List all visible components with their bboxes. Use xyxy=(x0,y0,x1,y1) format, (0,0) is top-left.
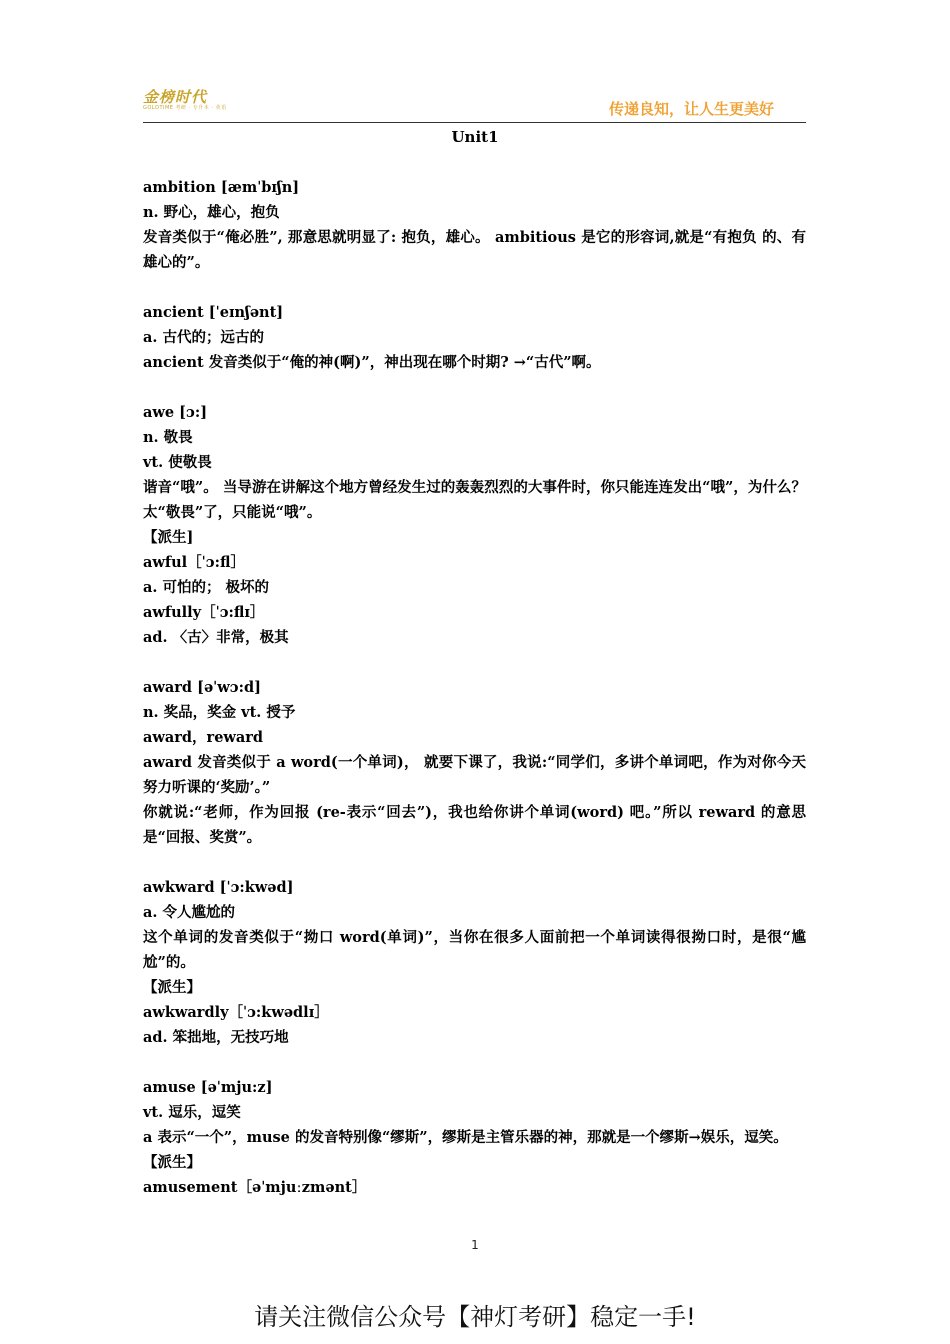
entry-headword: awkward [ˈɔ:kwəd] xyxy=(143,879,294,896)
entry-mnemonic: 这个单词的发音类似于“拗口 word(单词)”，当你在很多人面前把一个单词读得很拗口时，是很“尴尬”的。 xyxy=(143,929,806,971)
entry-mnemonic: award 发音类似于 a word(一个单词)， 就要下课了，我说:“同学们，多讲个单词吧，作为对你今天努力听课的‘奖励’。” xyxy=(143,754,806,796)
derived-word: awfully［ˈɔ:flɪ］ xyxy=(143,604,265,621)
entry-headword: ambition [æmˈbɪʃn] xyxy=(143,179,300,196)
entry-definition: vt. 逗乐，逗笑 xyxy=(143,1104,241,1121)
derivation-heading: 【派生】 xyxy=(143,1154,201,1171)
entry-definition: n. 野心，雄心，抱负 xyxy=(143,204,280,221)
logo-subtext: GOLDTIME 考研 · 专升本 · 英语 xyxy=(143,105,227,111)
entry-headword: ancient [ˈeɪnʃənt] xyxy=(143,304,284,321)
vocab-entry xyxy=(143,400,806,650)
entry-definition: vt. 使敬畏 xyxy=(143,454,212,471)
page-number: 1 xyxy=(471,1238,479,1252)
entry-headword: award [əˈwɔ:d] xyxy=(143,679,261,696)
entry-headword: awe [ɔ:] xyxy=(143,404,208,421)
derived-definition: ad. 〈古〉非常，极其 xyxy=(143,629,289,646)
entry-definition: n. 敬畏 xyxy=(143,429,193,446)
logo-text: 金榜时代 xyxy=(143,88,208,106)
vocab-entry xyxy=(143,675,806,850)
entry-mnemonic: a 表示“一个”，muse 的发音特别像“缪斯”，缪斯是主管乐器的神，那就是一个缪斯→娱乐，逗笑。 xyxy=(143,1129,788,1146)
derived-definition: a. 可怕的； 极坏的 xyxy=(143,579,270,596)
entry-comparison: award，reward xyxy=(143,729,264,746)
header-divider xyxy=(143,122,806,123)
company-logo xyxy=(143,86,225,112)
derived-definition: ad. 笨拙地，无技巧地 xyxy=(143,1029,289,1046)
footer-note: 请关注微信公众号【神灯考研】稳定一手! xyxy=(254,1303,696,1331)
derived-word: amusement［əˈmjuːzmənt］ xyxy=(143,1179,367,1196)
vocab-entry xyxy=(143,300,806,375)
entry-definition: n. 奖品，奖金 vt. 授予 xyxy=(143,704,296,721)
entry-definition: a. 令人尴尬的 xyxy=(143,904,235,921)
page-title: Unit1 xyxy=(451,128,499,146)
entry-mnemonic: 你就说:“老师，作为回报 (re-表示“回去”)，我也给你讲个单词(word) 吧。”所以 reward 的意思是“回报、奖赏”。 xyxy=(143,804,806,846)
header-slogan: 传递良知，让人生更美好 xyxy=(608,100,774,118)
vocab-entry xyxy=(143,1075,806,1200)
derived-word: awful［ˈɔ:fl］ xyxy=(143,554,245,571)
derivation-heading: 【派生] xyxy=(143,529,194,546)
entry-mnemonic: ancient 发音类似于“俺的神(啊)”，神出现在哪个时期? →“古代”啊。 xyxy=(143,354,601,371)
entry-mnemonic: 谐音“哦”。 当导游在讲解这个地方曾经发生过的轰轰烈烈的大事件时，你只能连连发出“哦”，为什么？太“敬畏”了，只能说“哦”。 xyxy=(143,479,806,521)
derivation-heading: 【派生】 xyxy=(143,979,201,996)
vocab-entry xyxy=(143,175,806,275)
vocabulary-list xyxy=(143,175,806,1200)
vocab-entry xyxy=(143,875,806,1050)
entry-headword: amuse [əˈmju:z] xyxy=(143,1079,273,1096)
entry-definition: a. 古代的；远古的 xyxy=(143,329,264,346)
derived-word: awkwardly［ˈɔ:kwədlɪ］ xyxy=(143,1004,329,1021)
entry-mnemonic: 发音类似于“俺必胜”, 那意思就明显了: 抱负，雄心。 ambitious 是它的形容词,就是“有抱负 的、有雄心的”。 xyxy=(143,229,806,271)
